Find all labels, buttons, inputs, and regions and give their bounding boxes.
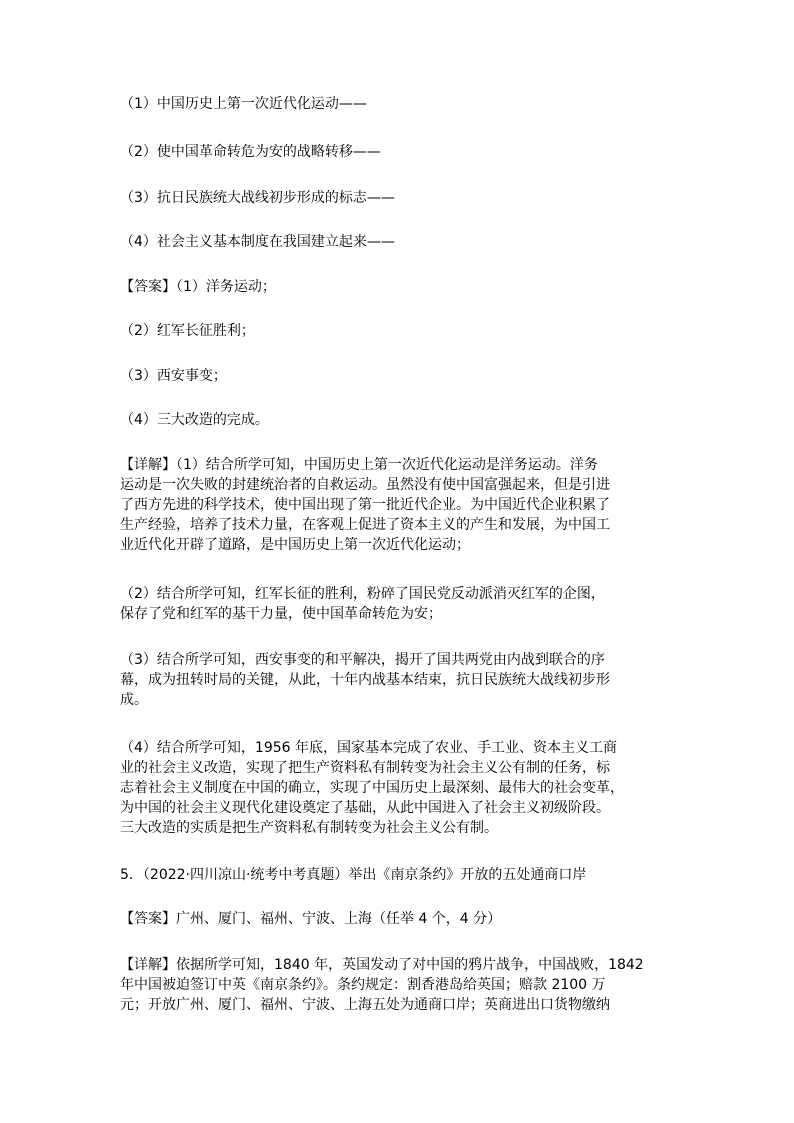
detail-p4-line: 为中国的社会主义现代化建设奠定了基础，从此中国进入了社会主义初级阶段。	[120, 800, 610, 816]
detail-p1-line	[120, 455, 680, 475]
detail-p3-line: （3）结合所学可知，西安事变的和平解决，揭开了国共两党由内战到联合的序	[120, 652, 605, 668]
detail-5-label: 【详解】	[120, 957, 176, 973]
answer-2: （2）红军长征胜利；	[120, 323, 255, 339]
question-3: （3）抗日民族统大战线初步形成的标志——	[120, 190, 395, 206]
detail-p1-line: 生产经验，培养了技术力量，在客观上促进了资本主义的产生和发展，为中国工	[120, 517, 610, 533]
detail-p3-line: 幕，成为扭转时局的关键，从此，十年内战基本结束，抗日民族统大战线初步形	[120, 672, 610, 688]
detail-paragraph-4	[120, 738, 680, 838]
question-4: （4）社会主义基本制度在我国建立起来——	[120, 234, 395, 250]
detail-label: 【详解】	[120, 457, 176, 473]
detail-p2-line: 保存了党和红军的基干力量，使中国革命转危为安；	[120, 606, 442, 622]
detail-p1-line: 了西方先进的科学技术，使中国出现了第一批近代企业。为中国近代企业积累了	[120, 497, 610, 513]
detail-p2-line: （2）结合所学可知，红军长征的胜利，粉碎了国民党反动派消灭红军的企图，	[120, 586, 605, 602]
answer-5-text: 广州、厦门、福州、宁波、上海（任举 4 个，4 分）	[176, 911, 502, 927]
detail-5-text: 依据所学可知，1840 年，英国发动了对中国的鸦片战争，中国战败，1842	[176, 957, 644, 973]
detail-paragraph-2	[120, 584, 680, 624]
detail-p1-text: （1）结合所学可知，中国历史上第一次近代化运动是洋务运动。洋务	[176, 457, 598, 473]
answer-5-line	[120, 909, 680, 929]
detail-p3-line: 成。	[120, 692, 148, 708]
detail-paragraph-3	[120, 650, 680, 710]
answer-line-1	[120, 277, 680, 297]
answer-label: 【答案】	[120, 279, 176, 295]
detail-p4-line: 业的社会主义改造，实现了把生产资料私有制转变为社会主义公有制的任务，标	[120, 760, 610, 776]
answer-1: （1）洋务运动；	[176, 279, 276, 295]
answer-4: （4）三大改造的完成。	[120, 412, 269, 428]
question-1: （1）中国历史上第一次近代化运动——	[120, 96, 367, 112]
detail-p1-line: 运动是一次失败的封建统治者的自救运动。虽然没有使中国富强起来，但是引进	[120, 477, 610, 493]
detail-p4-line: 志着社会主义制度在中国的确立，实现了中国历史上最深刻、最伟大的社会变革，	[120, 780, 624, 796]
detail-5-line: 年中国被迫签订中英《南京条约》。条约规定：割香港岛给英国；赔款 2100 万	[120, 977, 606, 993]
detail-p4-line: 三大改造的实质是把生产资料私有制转变为社会主义公有制。	[120, 820, 498, 836]
detail-p1-line: 业近代化开辟了道路，是中国历史上第一次近代化运动；	[120, 537, 470, 553]
answer-5-label: 【答案】	[120, 911, 176, 927]
detail-paragraph-1	[120, 455, 680, 555]
detail-p4-line: （4）结合所学可知，1956 年底，国家基本完成了农业、手工业、资本主义工商	[120, 740, 617, 756]
detail-5-line	[120, 955, 680, 975]
question-5: 5．（2022·四川凉山·统考中考真题）举出《南京条约》开放的五处通商口岸	[120, 867, 587, 883]
question-2: （2）使中国革命转危为安的战略转移——	[120, 144, 381, 160]
detail-5-paragraph	[120, 955, 680, 1015]
answer-3: （3）西安事变；	[120, 368, 227, 384]
detail-5-line: 元；开放广州、厦门、福州、宁波、上海五处为通商口岸；英商进出口货物缴纳	[120, 997, 610, 1013]
